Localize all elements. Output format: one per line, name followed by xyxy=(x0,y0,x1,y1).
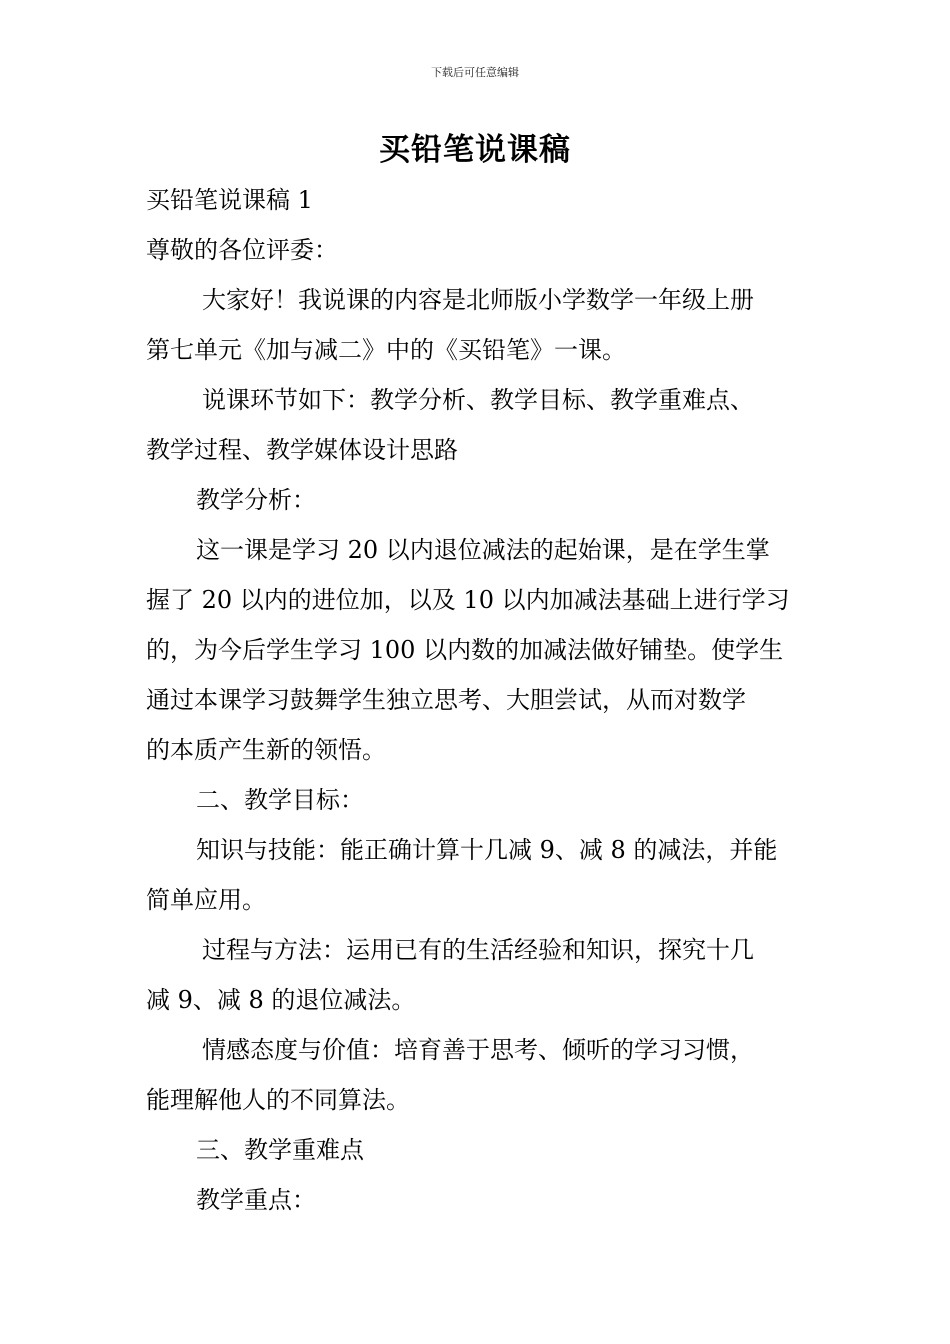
paragraph-line: 的，为今后学生学习 100 以内数的加减法做好铺垫。使学生 xyxy=(146,636,784,664)
section-heading: 二、教学目标： xyxy=(196,786,364,814)
paragraph-line: 情感态度与价值：培育善于思考、倾听的学习习惯， xyxy=(202,1036,754,1064)
section-heading: 三、教学重难点 xyxy=(196,1136,364,1164)
paragraph-line: 说课环节如下：教学分析、教学目标、教学重难点、 xyxy=(202,386,754,414)
header-note: 下载后可任意编辑 xyxy=(431,66,519,79)
document-body xyxy=(146,175,808,1225)
paragraph-line: 大家好！我说课的内容是北师版小学数学一年级上册 xyxy=(202,286,754,314)
paragraph-line: 这一课是学习 20 以内退位减法的起始课，是在学生掌 xyxy=(196,536,770,564)
section-heading: 教学分析： xyxy=(196,486,316,514)
document-title: 买铅笔说课稿 xyxy=(379,132,571,168)
paragraph-line: 减 9、减 8 的退位减法。 xyxy=(146,986,416,1014)
greeting-line: 尊敬的各位评委： xyxy=(146,236,338,264)
subtitle-line: 买铅笔说课稿 1 xyxy=(146,186,313,214)
paragraph-line: 过程与方法：运用已有的生活经验和知识，探究十几 xyxy=(202,936,754,964)
paragraph-line: 第七单元《加与减二》中的《买铅笔》一课。 xyxy=(146,336,626,364)
section-heading: 教学重点： xyxy=(196,1186,316,1214)
paragraph-line: 能理解他人的不同算法。 xyxy=(146,1086,410,1114)
paragraph-line: 简单应用。 xyxy=(146,886,266,914)
paragraph-line: 握了 20 以内的进位加，以及 10 以内加减法基础上进行学习 xyxy=(146,586,790,614)
paragraph-line: 通过本课学习鼓舞学生独立思考、大胆尝试，从而对数学 xyxy=(146,686,746,714)
paragraph-line: 知识与技能：能正确计算十几减 9、减 8 的减法，并能 xyxy=(196,836,778,864)
paragraph-line: 教学过程、教学媒体设计思路 xyxy=(146,436,458,464)
paragraph-line: 的本质产生新的领悟。 xyxy=(146,736,386,764)
